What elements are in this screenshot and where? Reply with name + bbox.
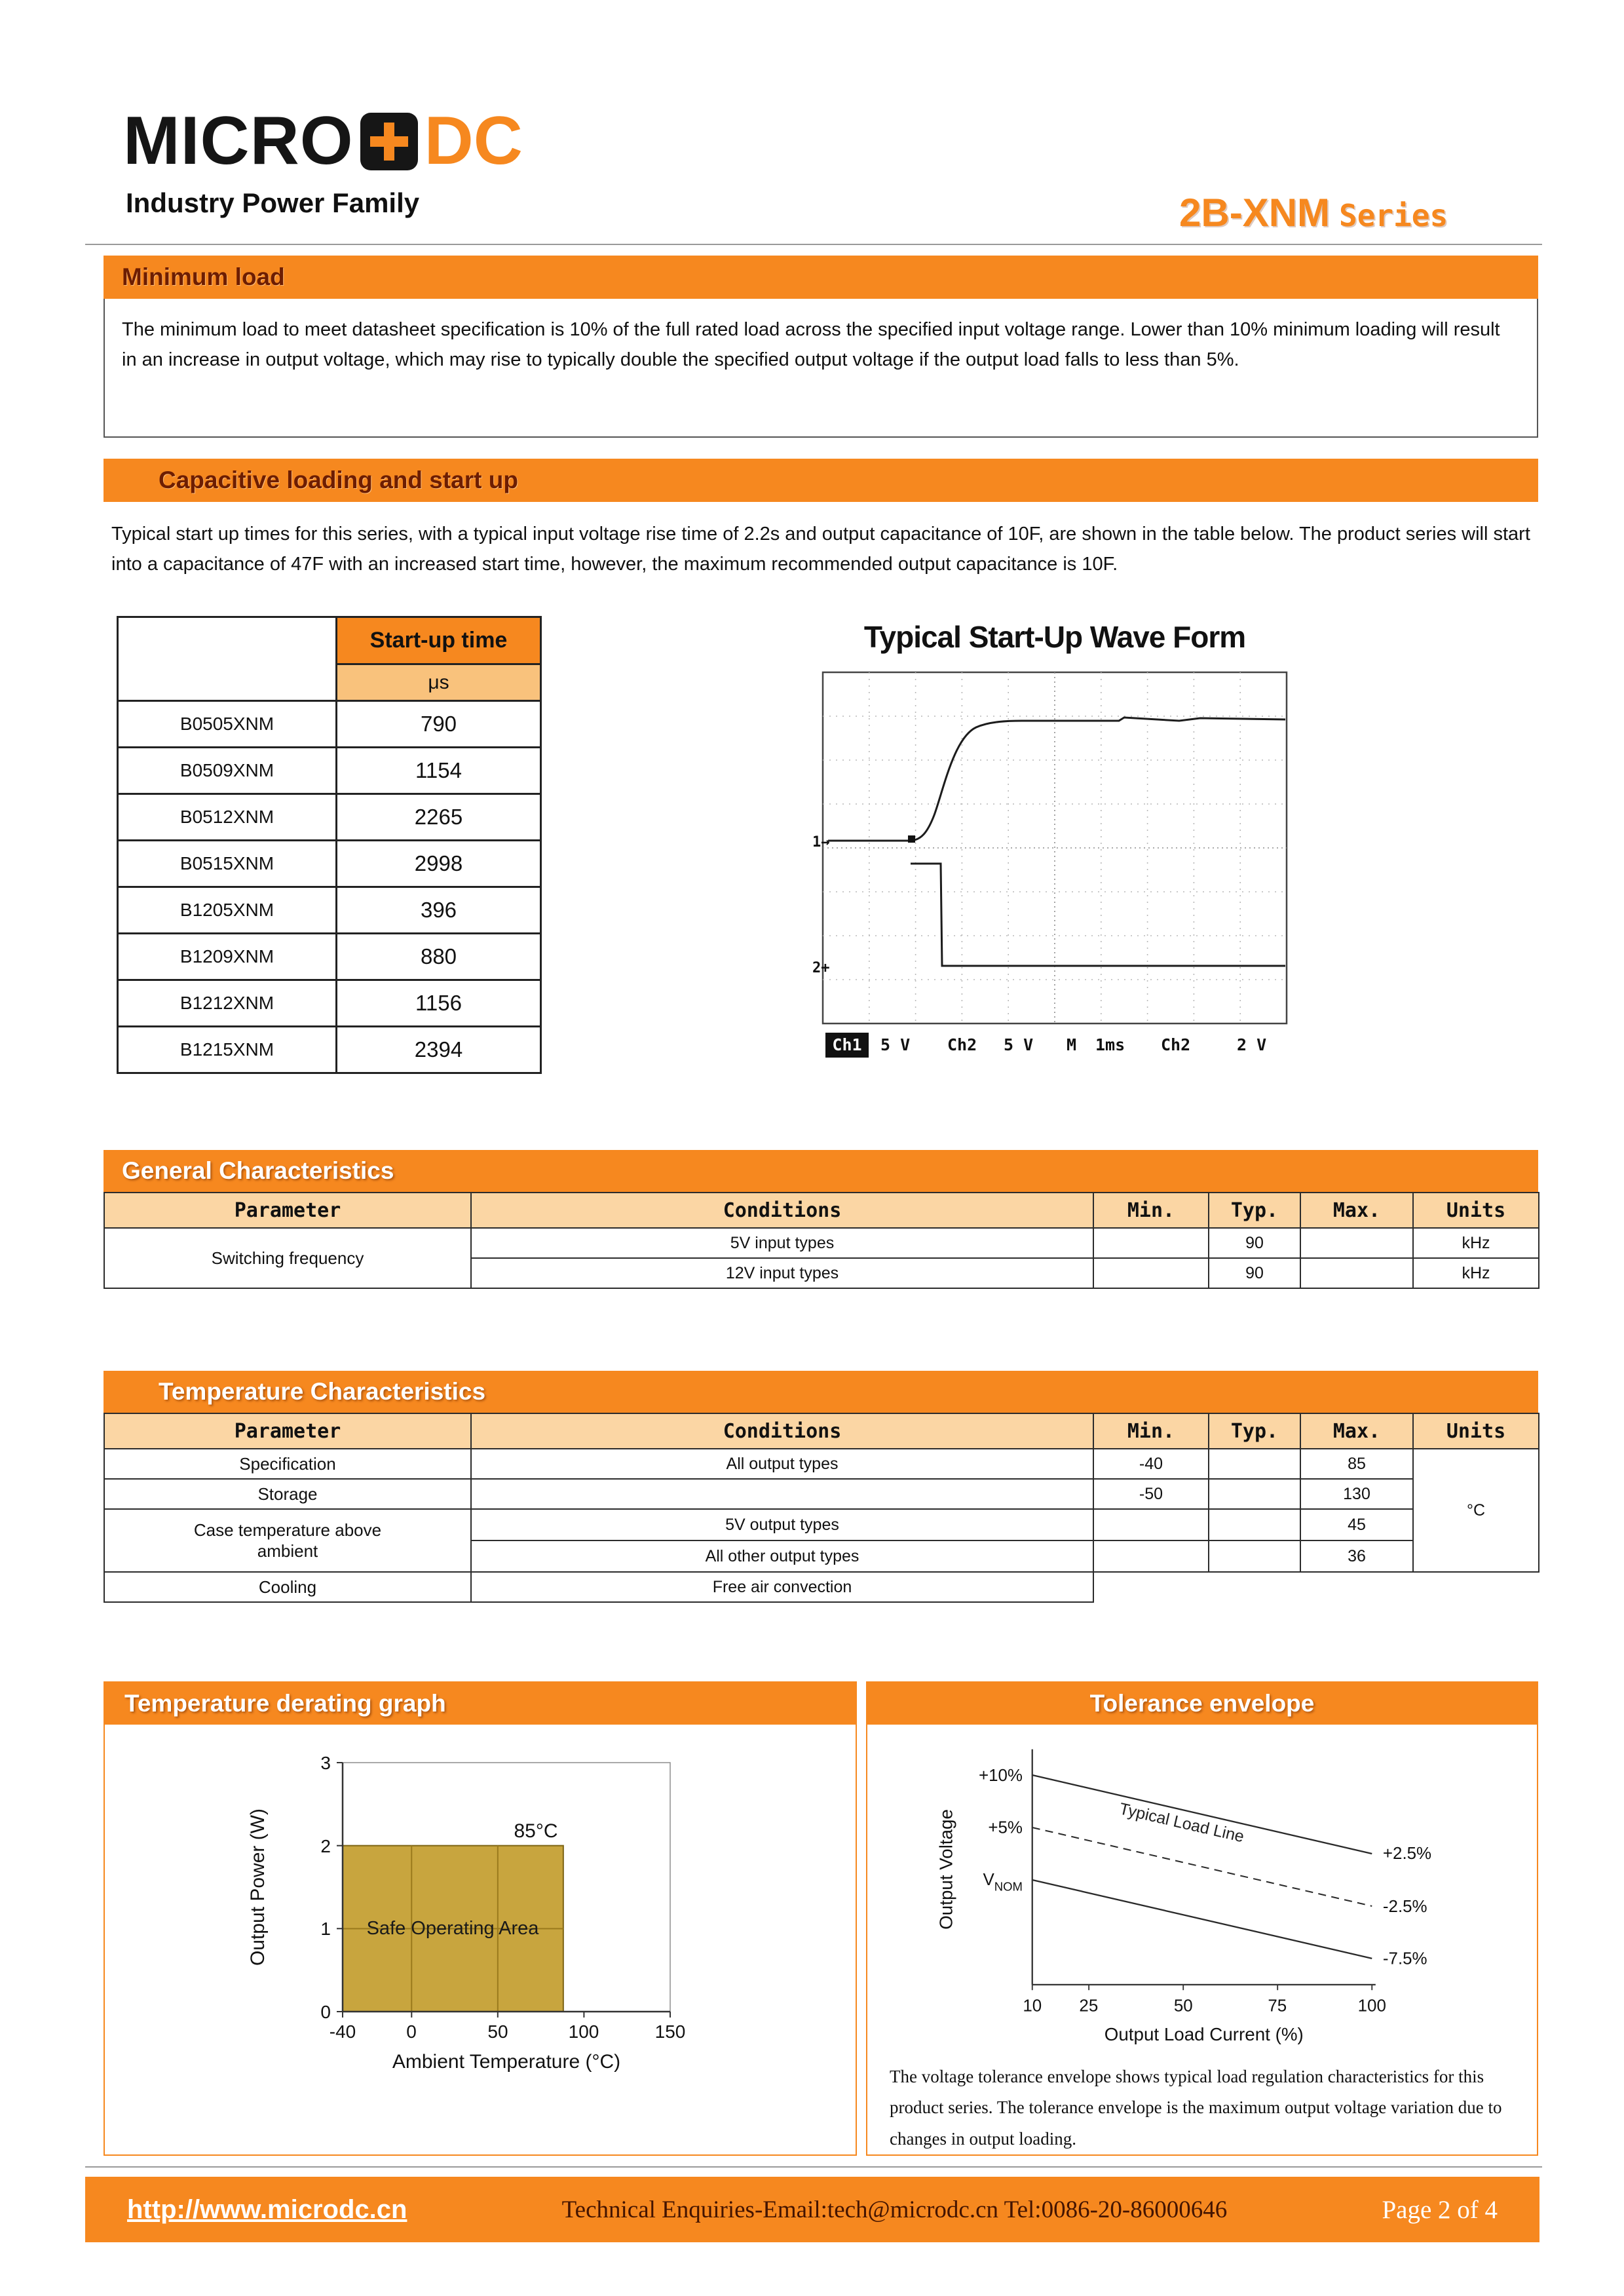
typ-cell: [1209, 1540, 1300, 1572]
y-label-vnom: $V_{NOM}$: [983, 1871, 1023, 1894]
value-cell: 2265: [337, 794, 541, 841]
table-header-row: [104, 1413, 1539, 1449]
footer-bar: [85, 2177, 1539, 2242]
condition-cell: All other output types: [471, 1540, 1093, 1572]
x-tick: 100: [568, 2021, 599, 2042]
page-number: Page 2 of 4: [1382, 2195, 1498, 2224]
typ-cell: [1209, 1479, 1300, 1509]
tolerance-title: Tolerance envelope: [1089, 1690, 1315, 1717]
value-cell: 790: [337, 701, 541, 748]
x-tick: 10: [1023, 1997, 1042, 2016]
capacitive-title: Capacitive loading and start up: [159, 467, 518, 493]
value-cell: 880: [337, 934, 541, 980]
y-label-minus7-5: -7.5%: [1382, 1949, 1427, 1968]
model-cell: B1209XNM: [118, 934, 337, 980]
startup-blank-cell: [118, 617, 337, 701]
typ-cell: [1209, 1449, 1300, 1479]
max-cell: 85: [1300, 1449, 1413, 1479]
parameter-cell: Switching frequency: [104, 1228, 471, 1288]
model-cell: B1205XNM: [118, 887, 337, 934]
minimum-load-body: The minimum load to meet datasheet specification is 10% of the full rated load across the specified input voltage range. Lower than 10% minimum loading will result in an increase in output voltage, which may rise to typically double the specified output voltage if the output load falls to less than 5%.: [122, 319, 1500, 371]
header-parameter: Parameter: [104, 1193, 471, 1228]
max-cell: [1300, 1258, 1413, 1288]
logo-tagline: Industry Power Family: [126, 187, 420, 218]
minimum-load-box: [104, 299, 1538, 438]
header-divider: [85, 244, 1542, 245]
max-cell: 45: [1300, 1509, 1413, 1540]
table-row: [118, 794, 541, 841]
tolerance-caption: The voltage tolerance envelope shows typical load regulation characteristics for this product series. The tolerance envelope is the maximum output voltage variation due to changes in output loading.: [890, 2067, 1502, 2149]
derating-banner: [105, 1683, 856, 1725]
y-tick: 2: [320, 1836, 331, 1856]
logo-plus-icon: [360, 113, 418, 170]
value-cell: 1156: [337, 980, 541, 1027]
derating-chart: [225, 1736, 736, 2130]
header-units: Units: [1413, 1193, 1539, 1228]
readout-ch2: Ch2: [947, 1035, 977, 1054]
temperature-title: Temperature Characteristics: [159, 1378, 486, 1405]
general-characteristics-table: [104, 1192, 1539, 1289]
x-tick: 0: [406, 2021, 417, 2042]
table-row: [118, 980, 541, 1027]
general-title: General Characteristics: [122, 1157, 394, 1184]
y-tick: 3: [320, 1753, 331, 1773]
trigger-marker: [908, 835, 915, 843]
series-title: [1179, 190, 1448, 235]
capacitive-banner: [104, 459, 1538, 502]
x-axis-label: Ambient Temperature (°C): [392, 2051, 621, 2073]
min-cell: [1093, 1509, 1209, 1540]
table-header-row: [104, 1193, 1539, 1228]
y-label-minus2-5: -2.5%: [1382, 1897, 1427, 1916]
readout-trigger-source: Ch2: [1161, 1035, 1191, 1054]
derating-panel: [104, 1681, 857, 2156]
table-row: [118, 841, 541, 887]
typical-load-line-label: Typical Load Line: [1117, 1799, 1246, 1846]
capacitive-body: Typical start up times for this series, with a typical input voltage rise time of 2.2s and output capacitance of 10F, are shown in the table below. The product series will start into a capacitance of 47F with an increased start time, however, the maximum recommended output capacitance is 10F.: [111, 524, 1530, 575]
x-tick: -40: [329, 2021, 356, 2042]
empty-cell: [1093, 1572, 1539, 1602]
logo-text-micro: MICRO: [123, 103, 354, 179]
table-row: [118, 934, 541, 980]
units-cell: °C: [1413, 1449, 1539, 1572]
header-typ: Typ.: [1209, 1193, 1300, 1228]
readout-ch1: Ch1: [832, 1035, 862, 1054]
logo-text-dc: DC: [424, 103, 523, 179]
typ-cell: [1209, 1509, 1300, 1540]
header-max: Max.: [1300, 1413, 1413, 1449]
tolerance-banner: [867, 1683, 1537, 1725]
min-cell: -40: [1093, 1449, 1209, 1479]
condition-cell: 12V input types: [471, 1258, 1093, 1288]
readout-timebase: 1ms: [1095, 1035, 1125, 1054]
value-cell: 396: [337, 887, 541, 934]
x-axis-label: Output Load Current (%): [1104, 2024, 1304, 2045]
y-label-plus2-5: +2.5%: [1382, 1845, 1432, 1864]
condition-cell: 5V input types: [471, 1228, 1093, 1258]
x-tick: 100: [1357, 1997, 1386, 2016]
units-cell: kHz: [1413, 1228, 1539, 1258]
header-min: Min.: [1093, 1413, 1209, 1449]
header-parameter: Parameter: [104, 1413, 471, 1449]
readout-ch1-scale: 5 V: [880, 1035, 911, 1054]
header-units: Units: [1413, 1413, 1539, 1449]
temperature-banner: [104, 1371, 1538, 1413]
condition-cell: 5V output types: [471, 1509, 1093, 1540]
model-cell: B0505XNM: [118, 701, 337, 748]
ch2-marker: 2+: [812, 960, 830, 976]
min-cell: [1093, 1228, 1209, 1258]
table-row: [118, 1027, 541, 1073]
upper-limit-line: [1032, 1775, 1372, 1854]
derating-title: Temperature derating graph: [124, 1690, 446, 1717]
x-tick: 50: [1173, 1997, 1193, 2016]
header-min: Min.: [1093, 1193, 1209, 1228]
series-suffix: Series: [1339, 198, 1448, 233]
value-cell: 2394: [337, 1027, 541, 1073]
header-max: Max.: [1300, 1193, 1413, 1228]
table-row: [118, 887, 541, 934]
tolerance-panel: [866, 1681, 1538, 2156]
lower-limit-line: [1032, 1880, 1372, 1959]
min-cell: [1093, 1258, 1209, 1288]
readout-ch2-scale: 5 V: [1004, 1035, 1034, 1054]
website-link[interactable]: http://www.microdc.cn: [127, 2194, 407, 2224]
max-cell: 36: [1300, 1540, 1413, 1572]
header-conditions: Conditions: [471, 1193, 1093, 1228]
derate-point-label: 85°C: [514, 1820, 558, 1842]
value-cell: 1154: [337, 748, 541, 794]
table-row: [104, 1572, 1539, 1602]
table-row: [104, 1449, 1539, 1479]
header-conditions: Conditions: [471, 1413, 1093, 1449]
units-cell: kHz: [1413, 1258, 1539, 1288]
ch1-marker: 1→: [812, 834, 830, 851]
min-cell: -50: [1093, 1479, 1209, 1509]
x-tick: 75: [1268, 1997, 1287, 2016]
min-cell: [1093, 1540, 1209, 1572]
table-row: [118, 748, 541, 794]
parameter-cell: Cooling: [104, 1572, 471, 1602]
oscilloscope-image: [812, 666, 1297, 1079]
parameter-cell: Specification: [104, 1449, 471, 1479]
model-cell: B1212XNM: [118, 980, 337, 1027]
series-name: 2B-XNM: [1179, 191, 1331, 235]
minimum-load-banner: [104, 256, 1538, 299]
y-label-plus10: +10%: [978, 1766, 1023, 1785]
table-row: [118, 701, 541, 748]
startup-time-table: [117, 616, 542, 1074]
logo: [123, 102, 523, 180]
table-row: [104, 1228, 1539, 1258]
y-tick: 0: [320, 2002, 331, 2022]
temperature-characteristics-table: [104, 1413, 1539, 1603]
y-axis-label: Output Power (W): [247, 1808, 269, 1966]
tolerance-chart: [911, 1730, 1494, 2057]
header-typ: Typ.: [1209, 1413, 1300, 1449]
value-cell: 2998: [337, 841, 541, 887]
max-cell: [1300, 1228, 1413, 1258]
model-cell: B0509XNM: [118, 748, 337, 794]
general-banner: [104, 1150, 1538, 1192]
table-row: [104, 1509, 1539, 1540]
parameter-text: Case temperature above ambient: [193, 1520, 382, 1561]
contact-info: Technical Enquiries-Email:tech@microdc.cn Tel:0086-20-86000646: [561, 2196, 1228, 2223]
soa-label: Safe Operating Area: [366, 1918, 539, 1939]
startup-header-cell: Start-up time: [337, 617, 541, 664]
table-row: [118, 617, 541, 664]
parameter-cell: [104, 1509, 471, 1572]
x-tick: 25: [1079, 1997, 1099, 2016]
model-cell: B0512XNM: [118, 794, 337, 841]
footer-divider: [85, 2166, 1542, 2168]
readout-trigger-level: 2 V: [1237, 1035, 1267, 1054]
table-row: [104, 1479, 1539, 1509]
condition-cell: [471, 1479, 1093, 1509]
y-axis-label: Output Voltage: [935, 1809, 956, 1930]
x-tick: 50: [487, 2021, 508, 2042]
y-tick: 1: [320, 1919, 331, 1939]
x-tick: 150: [654, 2021, 686, 2042]
model-cell: B0515XNM: [118, 841, 337, 887]
typical-load-line: [1032, 1827, 1372, 1906]
typ-cell: 90: [1209, 1258, 1300, 1288]
readout-m: M: [1067, 1035, 1077, 1054]
condition-cell: Free air convection: [471, 1572, 1093, 1602]
startup-unit-cell: μs: [337, 664, 541, 701]
minimum-load-title: Minimum load: [122, 263, 285, 290]
condition-cell: All output types: [471, 1449, 1093, 1479]
waveform-title: Typical Start-Up Wave Form: [863, 620, 1246, 654]
max-cell: 130: [1300, 1479, 1413, 1509]
typ-cell: 90: [1209, 1228, 1300, 1258]
parameter-cell: Storage: [104, 1479, 471, 1509]
model-cell: B1215XNM: [118, 1027, 337, 1073]
y-label-plus5: +5%: [988, 1818, 1023, 1837]
